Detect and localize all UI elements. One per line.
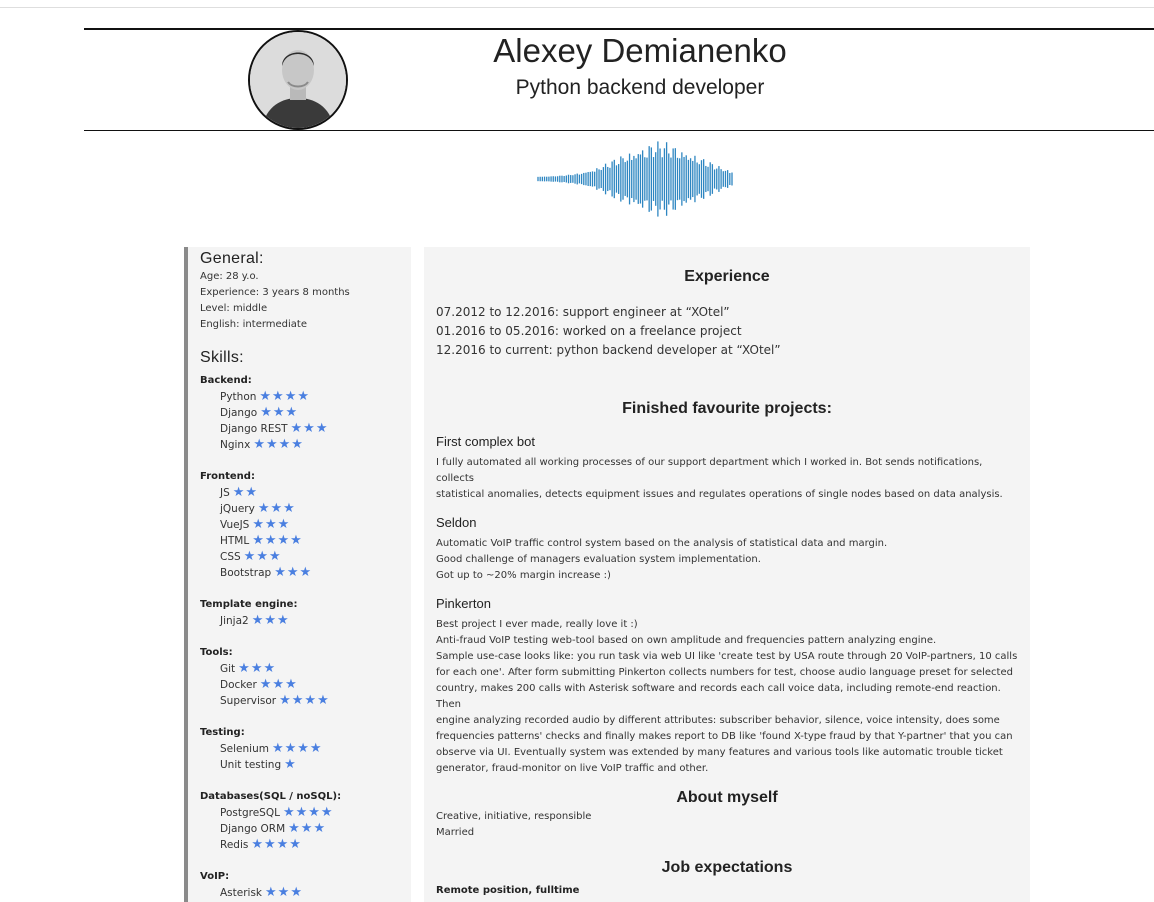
skill-item — [200, 805, 411, 821]
skill-item — [200, 405, 411, 421]
project-item — [436, 514, 1018, 584]
projects-list — [436, 433, 1018, 777]
skill-item — [200, 485, 411, 501]
experience-title: Experience — [684, 268, 770, 285]
star-rating-icon: ★★★★ — [251, 837, 302, 852]
star-rating-icon: ★★★★ — [271, 741, 323, 756]
skill-name: JS — [220, 487, 230, 499]
skill-category — [200, 869, 411, 901]
project-description-line: Good challenge of managers evaluation system implementation. — [436, 554, 761, 565]
skill-name: PostgreSQL — [220, 807, 280, 819]
star-rating-icon: ★★★ — [288, 821, 327, 836]
skill-category-name: Template engine: — [200, 599, 298, 610]
skill-name: Docker — [220, 679, 257, 691]
project-description-line: frequencies patterns' checks and finally makes report to DB like 'found X-type fraud by that Y-partner' that you can — [436, 731, 1013, 742]
star-rating-icon: ★★★ — [251, 613, 290, 628]
skill-item — [200, 501, 411, 517]
job-role-title: Python backend developer — [515, 76, 765, 99]
skill-name: VueJS — [220, 519, 250, 531]
skill-item — [200, 677, 411, 693]
skill-name: Selenium — [220, 743, 269, 755]
star-rating-icon: ★★ — [232, 485, 259, 500]
project-description-line: generator, fraud-monitor on live VoIP traffic and other. — [436, 763, 709, 774]
project-description-line: country, makes 200 calls with Asterisk software and records each call voice data, including remote-end reaction. Then — [436, 683, 1001, 710]
job-expectations-position: Remote position, fulltime — [436, 885, 580, 896]
star-rating-icon: ★★★ — [252, 517, 291, 532]
skill-name: Jinja2 — [220, 615, 249, 627]
star-rating-icon: ★★★ — [260, 405, 299, 420]
project-description-line: Automatic VoIP traffic control system based on the analysis of statistical data and margin. — [436, 538, 888, 549]
project-description-line: for each one'. After form submitting Pinkerton collects numbers for test, choose audio language preset for selected — [436, 667, 1013, 678]
experience-item: 12.2016 to current: python backend developer at “XOtel” — [436, 343, 781, 357]
browser-top-divider — [0, 7, 1154, 8]
star-rating-icon: ★★★ — [257, 501, 296, 516]
star-rating-icon: ★★★ — [238, 661, 277, 676]
project-description-line: Sample use-case looks like: you run task via web UI like 'create test by USA route through 20 VoIP-partners, 10 calls — [436, 651, 1018, 662]
general-info-list — [200, 269, 411, 333]
project-name: Seldon — [436, 515, 477, 530]
about-traits: Creative, initiative, responsible — [436, 811, 592, 822]
skill-category-name: Frontend: — [200, 471, 255, 482]
star-rating-icon: ★★★★ — [253, 437, 304, 452]
skill-name: Bootstrap — [220, 567, 272, 579]
about-title: About myself — [676, 789, 778, 806]
skill-name: Django ORM — [220, 823, 286, 835]
skill-item — [200, 693, 411, 709]
skill-category-name: Backend: — [200, 375, 252, 386]
skill-category — [200, 645, 411, 709]
project-description-line: observe via UI. Eventually system was extended by many features and various tools like automatic trouble ticket — [436, 747, 1003, 758]
skill-name: jQuery — [220, 503, 255, 515]
experience-item: 07.2012 to 12.2016: support engineer at “XOtel” — [436, 305, 730, 319]
skill-name: CSS — [220, 551, 241, 563]
star-rating-icon: ★★★ — [243, 549, 282, 564]
skill-item — [200, 517, 411, 533]
project-description-line: statistical anomalies, detects equipment issues and regulates operations of single nodes based on data analysis. — [436, 489, 1003, 500]
skill-item — [200, 741, 411, 757]
skill-item — [200, 565, 411, 581]
skill-name: Python — [220, 391, 257, 403]
skill-item — [200, 821, 411, 837]
skill-name: Nginx — [220, 439, 251, 451]
skill-category — [200, 469, 411, 581]
general-section-title: General: — [200, 250, 264, 267]
skill-item — [200, 885, 411, 901]
general-english: English: intermediate — [200, 319, 308, 330]
star-rating-icon: ★★★★ — [259, 389, 311, 404]
star-rating-icon: ★★★ — [290, 421, 329, 436]
skill-item — [200, 661, 411, 677]
skill-item — [200, 437, 411, 453]
skill-category-name: Databases(SQL / noSQL): — [200, 791, 342, 802]
project-name: Pinkerton — [436, 596, 491, 611]
main-content-panel — [424, 247, 1030, 902]
star-rating-icon: ★★★★ — [282, 805, 334, 820]
project-description-line: Best project I ever made, really love it :) — [436, 619, 638, 630]
general-level: Level: middle — [200, 303, 268, 314]
skill-category-name: Testing: — [200, 727, 245, 738]
sidebar-panel — [184, 247, 411, 902]
skill-name: HTML — [220, 535, 250, 547]
skill-item — [200, 613, 411, 629]
project-item — [436, 595, 1018, 777]
skill-name: Django REST — [220, 423, 288, 435]
person-name: Alexey Demianenko — [493, 32, 787, 69]
skill-category — [200, 725, 411, 773]
skill-category — [200, 373, 411, 453]
star-rating-icon: ★★★★ — [252, 533, 303, 548]
skills-section-title: Skills: — [200, 349, 244, 366]
projects-title: Finished favourite projects: — [622, 400, 832, 417]
general-experience: Experience: 3 years 8 months — [200, 287, 350, 298]
skill-name: Supervisor — [220, 695, 277, 707]
skill-name: Redis — [220, 839, 249, 851]
star-rating-icon: ★★★ — [265, 885, 303, 900]
star-rating-icon: ★★★ — [259, 677, 298, 692]
experience-item: 01.2016 to 05.2016: worked on a freelance project — [436, 324, 742, 338]
skill-category-name: Tools: — [200, 647, 233, 658]
general-age: Age: 28 y.o. — [200, 271, 259, 282]
skill-name: Unit testing — [220, 759, 282, 771]
project-description-line: I fully automated all working processes of our support department which I worked in. Bot sends notifications, collects — [436, 457, 983, 484]
skill-category-name: VoIP: — [200, 871, 230, 882]
star-rating-icon: ★★★ — [274, 565, 313, 580]
skill-item — [200, 389, 411, 405]
star-rating-icon: ★★★★ — [279, 693, 330, 708]
skill-name: Django — [220, 407, 258, 419]
skill-name: Git — [220, 663, 236, 675]
about-marital-status: Married — [436, 827, 475, 838]
skills-list — [200, 373, 411, 901]
skill-category — [200, 789, 411, 853]
skill-name: Asterisk — [220, 887, 263, 899]
profile-photo — [248, 30, 348, 130]
project-description-line: Got up to ~20% margin increase :) — [436, 570, 611, 581]
skill-category — [200, 597, 411, 629]
skill-item — [200, 421, 411, 437]
skill-item — [200, 757, 411, 773]
header-bottom-rule — [84, 130, 1154, 131]
project-item — [436, 433, 1018, 503]
skill-item — [200, 533, 411, 549]
skill-item — [200, 549, 411, 565]
project-description-line: Anti-fraud VoIP testing web-tool based on own amplitude and frequencies pattern analyzing engine. — [436, 635, 937, 646]
project-description-line: engine analyzing recorded audio by different attributes: subscriber behavior, silence, voice intensity, does some — [436, 715, 1000, 726]
project-name: First complex bot — [436, 434, 535, 449]
person-portrait-icon — [250, 32, 346, 128]
skill-item — [200, 837, 411, 853]
sound-wave-logo — [534, 138, 736, 220]
star-rating-icon: ★ — [284, 757, 297, 772]
job-expectations-title: Job expectations — [661, 859, 793, 876]
experience-list — [436, 303, 1018, 360]
